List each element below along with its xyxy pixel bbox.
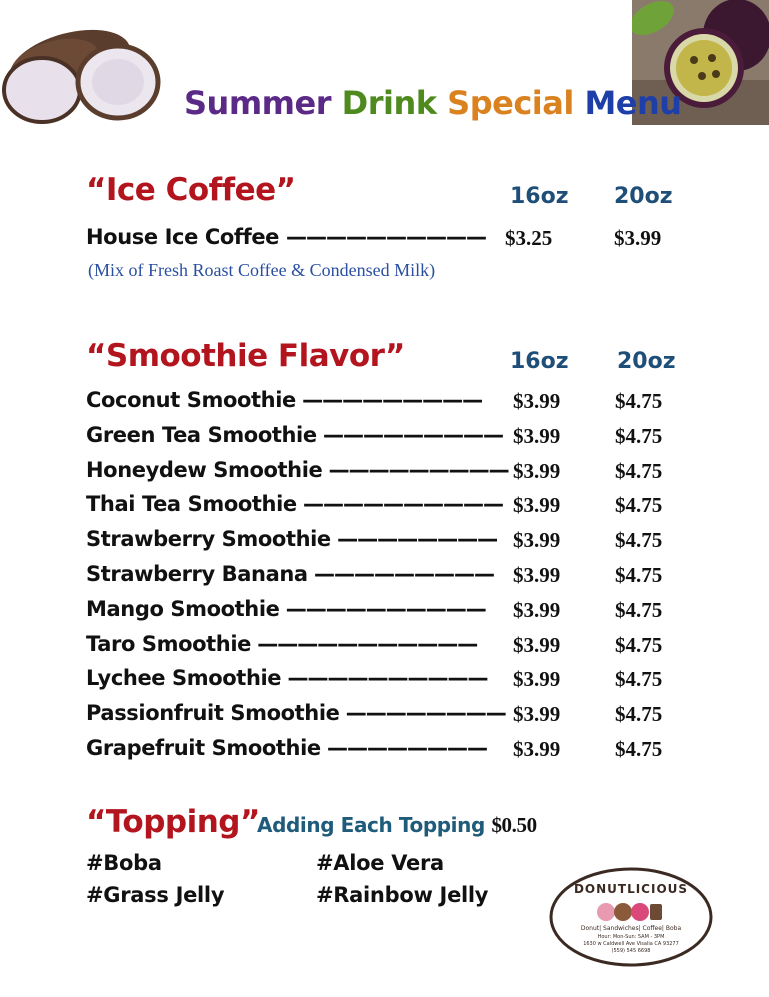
leader-dashes: ————————— (316, 423, 504, 447)
title-word-4: Menu (584, 84, 682, 122)
donutlicious-logo (548, 866, 714, 968)
logo-phone: (559) 545 6698 (611, 948, 651, 954)
menu-item-price-16: $3.99 (513, 633, 561, 657)
title-word-3: Special (447, 84, 574, 122)
logo-hours: Hour: Mon-Sun: 5AM - 3PM (597, 934, 665, 940)
leader-dashes: ——————————— (250, 632, 478, 656)
logo-name: DONUTLICIOUS (573, 882, 689, 896)
menu-item-name: Strawberry Banana ————————— (86, 562, 495, 586)
menu-item-name: Lychee Smoothie —————————— (86, 666, 488, 690)
leader-dashes: —————————— (279, 597, 486, 621)
menu-item-name: Passionfruit Smoothie ———————— (86, 701, 506, 725)
leader-dashes: ———————— (330, 527, 498, 551)
logo-address: 1630 w Caldwell Ave Visalia CA 93277 (583, 941, 679, 947)
menu-item-price-16: $3.99 (513, 598, 561, 622)
topping-heading: “Topping” (86, 804, 260, 840)
menu-item-name: Grapefruit Smoothie ———————— (86, 736, 488, 760)
smoothie-heading: “Smoothie Flavor” (86, 338, 405, 374)
menu-item-price-16: $3.99 (513, 389, 561, 413)
page-title (184, 84, 682, 122)
menu-item-price-20: $4.75 (615, 389, 663, 413)
logo-tagline: Donut| Sandwiches| Coffee| Boba (580, 925, 682, 932)
menu-item-price-20: $4.75 (615, 702, 663, 726)
menu-item-name: Coconut Smoothie ————————— (86, 388, 483, 412)
menu-item-price-16: $3.99 (513, 459, 561, 483)
menu-item-price-16: $3.99 (513, 424, 561, 448)
leader-dashes: ————————— (322, 458, 509, 482)
topping-note: Adding Each Topping $0.50 (257, 813, 537, 837)
menu-item-price-20: $4.75 (615, 737, 663, 761)
menu-item-price-20: $4.75 (615, 598, 663, 622)
ice-coffee-heading: “Ice Coffee” (86, 172, 296, 208)
menu-item-name: Thai Tea Smoothie —————————— (86, 492, 504, 516)
topping-item: #Boba (86, 851, 162, 875)
ice-coffee-size-16: 16oz (510, 184, 569, 209)
leader-dashes: ———————— (339, 701, 506, 725)
menu-item-price-16: $3.99 (513, 737, 561, 761)
smoothie-size-20: 20oz (617, 349, 676, 374)
menu-item-price-20: $3.99 (614, 226, 662, 250)
title-word-2: Drink (341, 84, 437, 122)
menu-item-name: Green Tea Smoothie ————————— (86, 423, 504, 447)
menu-item-name: Strawberry Smoothie ———————— (86, 527, 498, 551)
menu-item-price-16: $3.99 (513, 667, 561, 691)
menu-item-price-16: $3.99 (513, 563, 561, 587)
title-word-1: Summer (184, 84, 331, 122)
ice-coffee-size-20: 20oz (614, 184, 673, 209)
menu-item-name: Honeydew Smoothie ————————— (86, 458, 509, 482)
menu-item-price-20: $4.75 (615, 563, 663, 587)
topping-item: #Aloe Vera (316, 851, 444, 875)
smoothie-size-16: 16oz (510, 349, 569, 374)
menu-item-price-20: $4.75 (615, 424, 663, 448)
topping-item: #Grass Jelly (86, 883, 225, 907)
menu-item-price-20: $4.75 (615, 493, 663, 517)
leader-dashes: ————————— (295, 388, 483, 412)
leader-dashes: —————————— (281, 666, 488, 690)
menu-item-price-16: $3.99 (513, 493, 561, 517)
menu-item-price-20: $4.75 (615, 633, 663, 657)
menu-item-price-16: $3.99 (513, 528, 561, 552)
menu-item-price-16: $3.99 (513, 702, 561, 726)
topping-price: $0.50 (491, 813, 537, 837)
menu-item-name: House Ice Coffee —————————— (86, 225, 486, 249)
leader-dashes: —————————— (296, 492, 504, 516)
menu-item-name: Mango Smoothie —————————— (86, 597, 486, 621)
menu-item-price-20: $4.75 (615, 459, 663, 483)
menu-item-name: Taro Smoothie ——————————— (86, 632, 478, 656)
taro-root-image (0, 18, 165, 128)
menu-item-price-20: $4.75 (615, 667, 663, 691)
ice-coffee-note: (Mix of Fresh Roast Coffee & Condensed Milk) (88, 260, 436, 280)
topping-item: #Rainbow Jelly (316, 883, 489, 907)
menu-item-price-16: $3.25 (505, 226, 553, 250)
leader-dashes: ————————— (307, 562, 495, 586)
menu-item-price-20: $4.75 (615, 528, 663, 552)
leader-dashes: ———————— (320, 736, 488, 760)
